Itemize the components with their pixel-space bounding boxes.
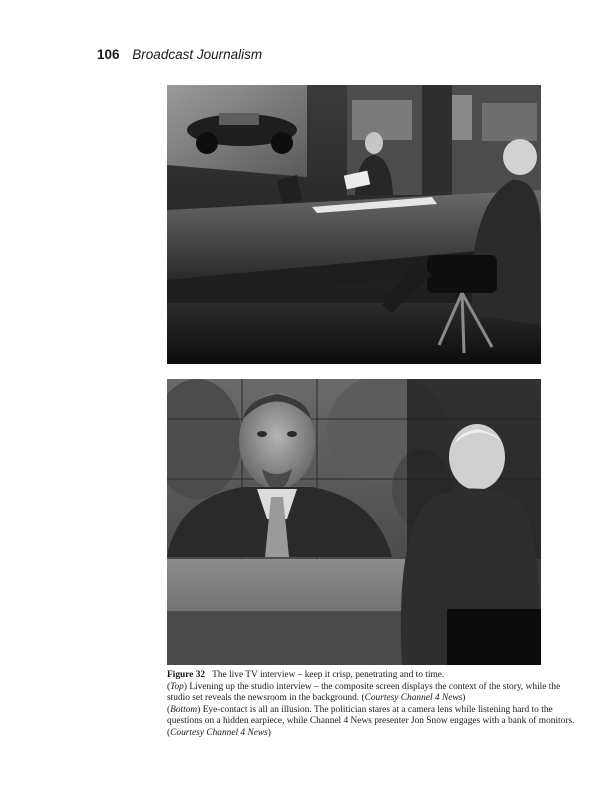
- figure-label: Figure 32: [167, 670, 206, 680]
- bottom-text-line2: questions on a hidden earpiece, while Channel 4 News presenter Jon Snow engages with a bank of monitors.: [167, 716, 575, 727]
- book-title: Broadcast Journalism: [132, 47, 263, 62]
- bottom-tag: Bottom: [170, 704, 198, 715]
- politician-on-monitor-photo: [167, 379, 541, 665]
- caption-line-6: (Courtesy Channel 4 News): [167, 727, 271, 738]
- caption-line-5: [167, 716, 575, 728]
- page-number: 106: [97, 47, 120, 62]
- bottom-credit: Courtesy Channel 4 News: [170, 727, 268, 738]
- top-tag: Top: [170, 681, 184, 692]
- bottom-text-line1: Eye-contact is all an illusion. The politician stares at a camera lens while listening hard to the: [200, 704, 553, 715]
- caption-line-1: [167, 670, 547, 682]
- top-credit: Courtesy Channel 4 News: [364, 693, 463, 704]
- figure-title: The live TV interview – keep it crisp, penetrating and to time.: [212, 670, 445, 680]
- running-head: [97, 47, 262, 62]
- top-close: ): [462, 693, 466, 704]
- top-text-line2: studio set reveals the newsroom in the background. (: [167, 693, 365, 704]
- top-text-line1: Livening up the studio interview – the composite screen displays the context of the story, while the: [186, 681, 561, 692]
- studio-interview-photo: [167, 85, 541, 364]
- figure-caption: [167, 670, 575, 740]
- caption-line-3: [167, 693, 547, 705]
- caption-line-2: (Top) Livening up the studio interview – the composite screen displays the context of the story, while the: [167, 681, 561, 692]
- caption-line-4: (Bottom) Eye-contact is all an illusion. The politician stares at a camera lens while listening hard to the: [167, 704, 553, 715]
